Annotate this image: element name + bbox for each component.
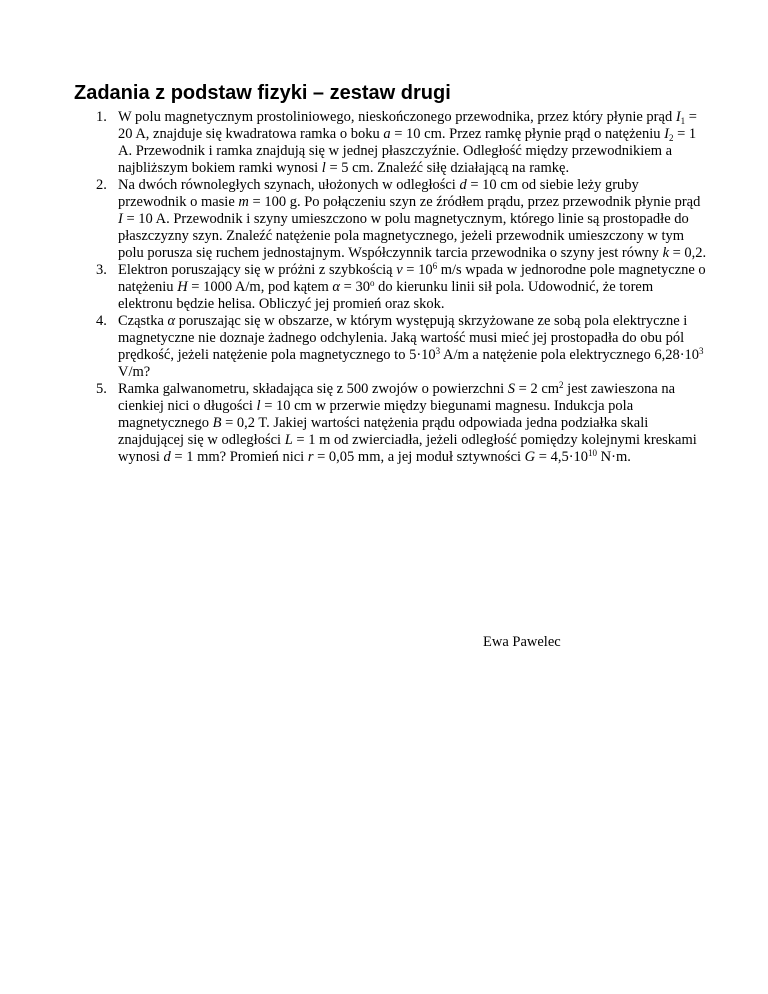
task-item	[96, 313, 708, 381]
text-run: = 10 A. Przewodnik i szyny umieszczono w polu magnetycznym, którego linie są prostopadłe do płaszczyzny szyn. Znaleźć natężenie pola magnetycznego, jeżeli przewodnik umieszczony w tym polu porusza się ruchem jednostajnym. Współczynnik tarcia przewodnika o szyny jest równy	[118, 211, 689, 261]
task-text	[118, 177, 706, 261]
task-text	[118, 313, 704, 380]
superscript: 3	[435, 346, 441, 356]
task-number: 4.	[96, 313, 107, 329]
text-run: = 100 g. Po połączeniu szyn ze źródłem prądu, przez przewodnik płynie prąd	[248, 194, 701, 210]
task-item	[96, 380, 708, 466]
text-run: = 20 A, znajduje się kwadratowa ramka o boku	[118, 109, 697, 142]
text-run: = 10 cm. Przez ramkę płynie prąd o natężeniu	[390, 126, 665, 142]
text-run: = 10 cm od siebie leży gruby przewodnik o masie	[118, 177, 639, 210]
superscript: 6	[432, 261, 438, 271]
author-name: Ewa Pawelec	[483, 634, 561, 650]
task-number: 5.	[96, 381, 107, 397]
text-run: = 0,2.	[669, 245, 707, 261]
text-run: m/s wpada w jednorodne pole magnetyczne o natężeniu	[118, 262, 706, 295]
task-item	[96, 261, 708, 313]
superscript: 10	[588, 448, 598, 458]
variable: a	[383, 126, 391, 142]
variable: I	[664, 126, 669, 142]
task-number: 3.	[96, 262, 107, 278]
variable: k	[662, 245, 669, 261]
task-number: 1.	[96, 109, 107, 125]
text-run: W polu magnetycznym prostoliniowego, nieskończonego przewodnika, przez który płynie prąd	[118, 109, 676, 125]
text-run: = 30	[340, 279, 370, 295]
variable: I	[675, 109, 681, 125]
superscript: o	[369, 278, 375, 288]
text-run: A/m a natężenie pola elektrycznego 6,28·10	[440, 347, 700, 363]
text-run: = 4,5·10	[535, 449, 589, 465]
variable: α	[167, 313, 176, 329]
text-run: = 10 cm w przerwie między biegunami magnesu. Indukcja pola magnetycznego	[118, 398, 634, 431]
variable: d	[163, 449, 171, 465]
subscript: 1	[680, 116, 686, 126]
task-list	[96, 109, 708, 466]
text-run: Na dwóch równoległych szynach, ułożonych w odległości	[118, 177, 460, 193]
text-run: Cząstka	[118, 313, 168, 329]
task-item	[96, 109, 708, 177]
page-title: Zadania z podstaw fizyki – zestaw drugi	[74, 82, 451, 104]
text-run: V/m?	[118, 364, 151, 380]
text-run: Ramka galwanometru, składająca się z 500 zwojów o powierzchni	[118, 381, 508, 397]
subscript: 2	[668, 133, 674, 143]
variable: H	[177, 279, 188, 295]
variable: L	[284, 432, 293, 448]
task-item	[96, 177, 708, 262]
variable: l	[321, 160, 326, 176]
variable: α	[332, 279, 341, 295]
variable: S	[507, 381, 516, 397]
text-run: jest zawieszona na cienkiej nici o długości	[118, 381, 676, 414]
text-run: = 1 A. Przewodnik i ramka znajdują się w jednej płaszczyźnie. Odległość między przewodnikiem a najbliższym bokiem ramki wynosi	[118, 126, 697, 176]
variable: r	[307, 449, 314, 465]
task-text	[118, 262, 706, 312]
text-run: Elektron poruszający się w próżni z szybkością	[118, 262, 397, 278]
text-run: = 5 cm. Znaleźć siłę działającą na ramkę.	[325, 160, 570, 176]
superscript: 3	[699, 346, 704, 356]
text-run: = 1000 A/m, pod kątem	[187, 279, 333, 295]
variable: G	[524, 449, 536, 465]
task-number: 2.	[96, 177, 107, 193]
variable: d	[459, 177, 467, 193]
variable: I	[118, 211, 123, 227]
text-run: = 1 m od zwierciadła, jeżeli odległość pomiędzy kolejnymi kreskami wynosi	[118, 432, 697, 465]
text-run: = 2 cm	[515, 381, 560, 397]
text-run: do kierunku linii sił pola. Udowodnić, że torem elektronu będzie helisa. Obliczyć jej promień oraz skok.	[118, 279, 654, 312]
superscript: 2	[559, 380, 564, 390]
text-run: N·m.	[597, 449, 631, 465]
text-run: = 0,05 mm, a jej moduł sztywności	[313, 449, 525, 465]
task-text	[118, 109, 697, 176]
variable: m	[238, 194, 249, 210]
text-run: = 10	[402, 262, 433, 278]
text-run: = 1 mm? Promień nici	[170, 449, 308, 465]
variable: v	[396, 262, 403, 278]
task-text	[118, 381, 697, 465]
variable: l	[256, 398, 261, 414]
text-run: = 0,2 T. Jakiej wartości natężenia prądu odpowiada jedna podziałka skali znajdującej się w odległości	[118, 415, 649, 448]
text-run: poruszając się w obszarze, w którym występują skrzyżowane ze sobą pola elektryczne i magnetyczne nie doznaje żadnego odchylenia. Jaką wartość musi mieć jej prostopadła do obu pól prędkość, jeżeli natężenie pola magnetycznego to 5·10	[118, 313, 688, 363]
variable: B	[212, 415, 222, 431]
